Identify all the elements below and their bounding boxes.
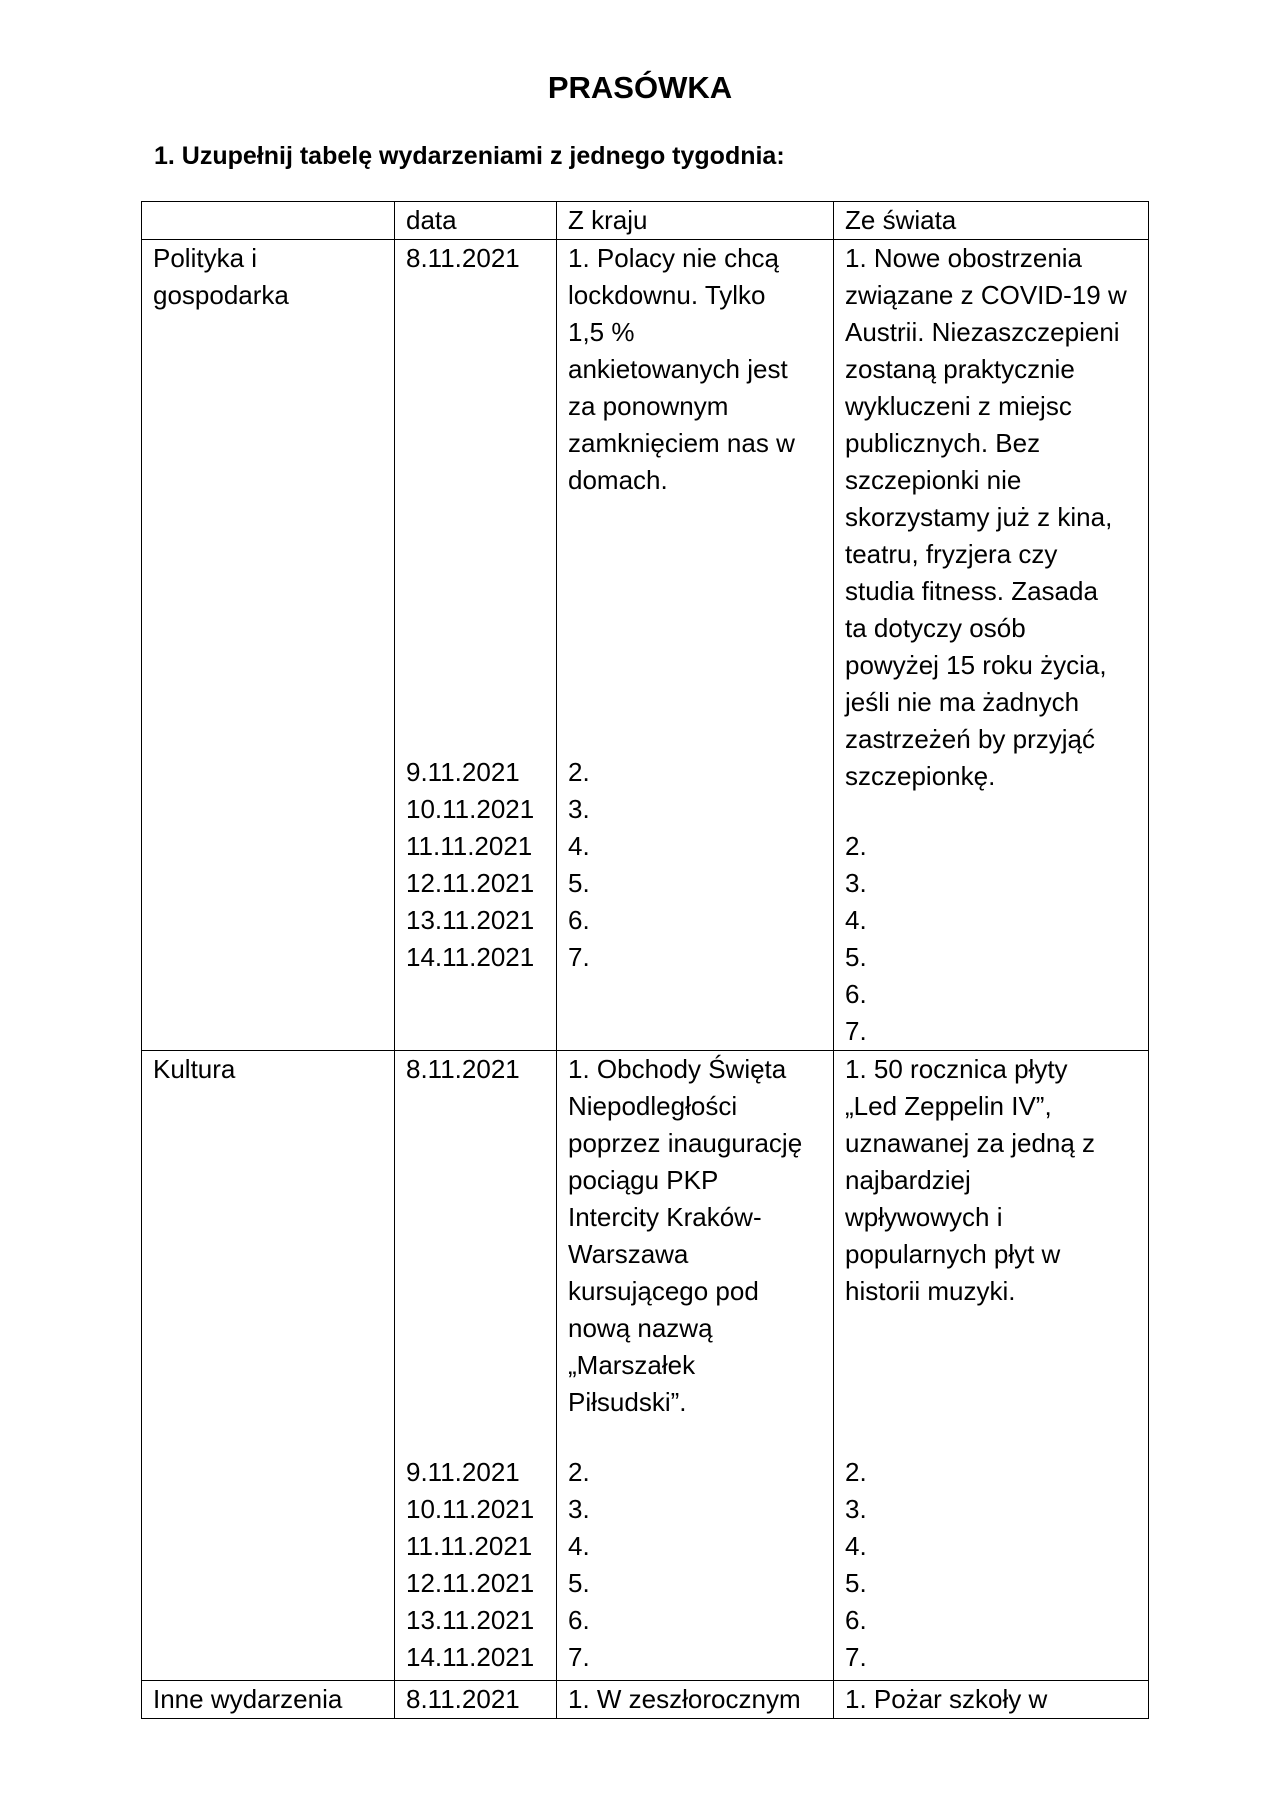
section-row bbox=[142, 1051, 1149, 1681]
world-cell bbox=[834, 240, 1149, 1051]
category-cell bbox=[142, 1681, 395, 1719]
world-num: 2. bbox=[845, 1457, 867, 1487]
world-text-line: 1. Pożar szkoły w bbox=[845, 1684, 1048, 1714]
world-text-line: wpływowych i bbox=[845, 1202, 1003, 1232]
date-item: 14.11.2021 bbox=[406, 1642, 535, 1672]
domestic-num: 2. bbox=[568, 757, 590, 787]
world-text-line: uznawanej za jedną z bbox=[845, 1128, 1096, 1158]
date-item: 11.11.2021 bbox=[406, 831, 533, 861]
date-cell bbox=[395, 1051, 557, 1681]
domestic-cell bbox=[557, 240, 834, 1051]
date-item: 9.11.2021 bbox=[406, 757, 520, 787]
domestic-num: 2. bbox=[568, 1457, 590, 1487]
world-num: 7. bbox=[845, 1016, 867, 1046]
date-first: 8.11.2021 bbox=[406, 1054, 520, 1084]
header-domestic: Z kraju bbox=[557, 202, 834, 240]
domestic-text-line: Niepodległości bbox=[568, 1091, 738, 1121]
domestic-cell bbox=[557, 1051, 834, 1681]
domestic-text-line: kursującego pod bbox=[568, 1276, 759, 1306]
category-line: Polityka i bbox=[153, 243, 258, 273]
world-text-line: szczepionkę. bbox=[845, 761, 996, 791]
date-item: 11.11.2021 bbox=[406, 1531, 533, 1561]
date-first: 8.11.2021 bbox=[406, 243, 520, 273]
world-text-line: historii muzyki. bbox=[845, 1276, 1016, 1306]
domestic-text-line: za ponownym bbox=[568, 391, 729, 421]
world-num: 3. bbox=[845, 868, 867, 898]
domestic-text-line: poprzez inaugurację bbox=[568, 1128, 803, 1158]
world-text-line: najbardziej bbox=[845, 1165, 971, 1195]
domestic-cell bbox=[557, 1681, 834, 1719]
header-empty bbox=[142, 202, 395, 240]
world-text-line: publicznych. Bez bbox=[845, 428, 1041, 458]
domestic-num: 4. bbox=[568, 1531, 590, 1561]
world-num: 4. bbox=[845, 1531, 867, 1561]
world-num: 5. bbox=[845, 1568, 867, 1598]
domestic-num: 6. bbox=[568, 1605, 590, 1635]
domestic-num: 4. bbox=[568, 831, 590, 861]
date-cell bbox=[395, 240, 557, 1051]
world-text-line: wykluczeni z miejsc bbox=[845, 391, 1072, 421]
instruction: 1. Uzupełnij tabelę wydarzeniami z jednego tygodnia: bbox=[154, 142, 785, 170]
world-num: 3. bbox=[845, 1494, 867, 1524]
domestic-num: 3. bbox=[568, 1494, 590, 1524]
world-num: 5. bbox=[845, 942, 867, 972]
domestic-num: 5. bbox=[568, 868, 590, 898]
world-text-line: teatru, fryzjera czy bbox=[845, 539, 1058, 569]
header-date: data bbox=[395, 202, 557, 240]
date-item: 14.11.2021 bbox=[406, 942, 535, 972]
domestic-text-line: 1. W zeszłorocznym bbox=[568, 1684, 801, 1714]
world-cell bbox=[834, 1681, 1149, 1719]
domestic-text-line: lockdownu. Tylko bbox=[568, 280, 766, 310]
domestic-text-line: „Marszałek bbox=[568, 1350, 696, 1380]
press-table bbox=[141, 201, 1149, 1719]
date-item: 12.11.2021 bbox=[406, 1568, 535, 1598]
domestic-num: 6. bbox=[568, 905, 590, 935]
world-text-line: skorzystamy już z kina, bbox=[845, 502, 1113, 532]
domestic-text-line: pociągu PKP bbox=[568, 1165, 719, 1195]
category-line: Inne wydarzenia bbox=[153, 1684, 343, 1714]
world-num: 7. bbox=[845, 1642, 867, 1672]
world-text-line: zostaną praktycznie bbox=[845, 354, 1075, 384]
world-num: 6. bbox=[845, 979, 867, 1009]
date-item: 10.11.2021 bbox=[406, 1494, 535, 1524]
domestic-text-line: zamknięciem nas w bbox=[568, 428, 795, 458]
domestic-text-line: 1. Obchody Święta bbox=[568, 1054, 787, 1084]
world-text-line: zastrzeżeń by przyjąć bbox=[845, 724, 1095, 754]
domestic-text-line: nową nazwą bbox=[568, 1313, 713, 1343]
world-text-line: ta dotyczy osób bbox=[845, 613, 1026, 643]
section-row bbox=[142, 1681, 1149, 1719]
category-line: gospodarka bbox=[153, 280, 289, 310]
domestic-text-line: domach. bbox=[568, 465, 668, 495]
world-num: 4. bbox=[845, 905, 867, 935]
header-world: Ze świata bbox=[834, 202, 1149, 240]
world-num: 6. bbox=[845, 1605, 867, 1635]
world-cell bbox=[834, 1051, 1149, 1681]
domestic-text-line: 1. Polacy nie chcą bbox=[568, 243, 780, 273]
world-text-line: 1. 50 rocznica płyty bbox=[845, 1054, 1068, 1084]
category-line: Kultura bbox=[153, 1054, 236, 1084]
date-first: 8.11.2021 bbox=[406, 1684, 520, 1714]
world-text-line: związane z COVID-19 w bbox=[845, 280, 1127, 310]
world-num: 2. bbox=[845, 831, 867, 861]
date-item: 12.11.2021 bbox=[406, 868, 535, 898]
domestic-num: 5. bbox=[568, 1568, 590, 1598]
domestic-num: 7. bbox=[568, 1642, 590, 1672]
domestic-text-line: 1,5 % bbox=[568, 317, 635, 347]
domestic-num: 7. bbox=[568, 942, 590, 972]
domestic-text-line: Warszawa bbox=[568, 1239, 689, 1269]
world-text-line: powyżej 15 roku życia, bbox=[845, 650, 1107, 680]
domestic-text-line: ankietowanych jest bbox=[568, 354, 788, 384]
world-text-line: szczepionki nie bbox=[845, 465, 1022, 495]
category-cell bbox=[142, 240, 395, 1051]
domestic-text-line: Intercity Kraków- bbox=[568, 1202, 762, 1232]
domestic-text-line: Piłsudski”. bbox=[568, 1387, 687, 1417]
world-text-line: jeśli nie ma żadnych bbox=[845, 687, 1080, 717]
world-text-line: „Led Zeppelin IV”, bbox=[845, 1091, 1052, 1121]
date-item: 13.11.2021 bbox=[406, 1605, 535, 1635]
header-row bbox=[142, 202, 1149, 240]
date-cell bbox=[395, 1681, 557, 1719]
domestic-num: 3. bbox=[568, 794, 590, 824]
world-text-line: studia fitness. Zasada bbox=[845, 576, 1098, 606]
world-text-line: Austrii. Niezaszczepieni bbox=[845, 317, 1120, 347]
page-title: PRASÓWKA bbox=[547, 70, 733, 105]
date-item: 13.11.2021 bbox=[406, 905, 535, 935]
section-row bbox=[142, 240, 1149, 1051]
world-text-line: popularnych płyt w bbox=[845, 1239, 1061, 1269]
date-item: 9.11.2021 bbox=[406, 1457, 520, 1487]
category-cell bbox=[142, 1051, 395, 1681]
world-text-line: 1. Nowe obostrzenia bbox=[845, 243, 1083, 273]
date-item: 10.11.2021 bbox=[406, 794, 535, 824]
